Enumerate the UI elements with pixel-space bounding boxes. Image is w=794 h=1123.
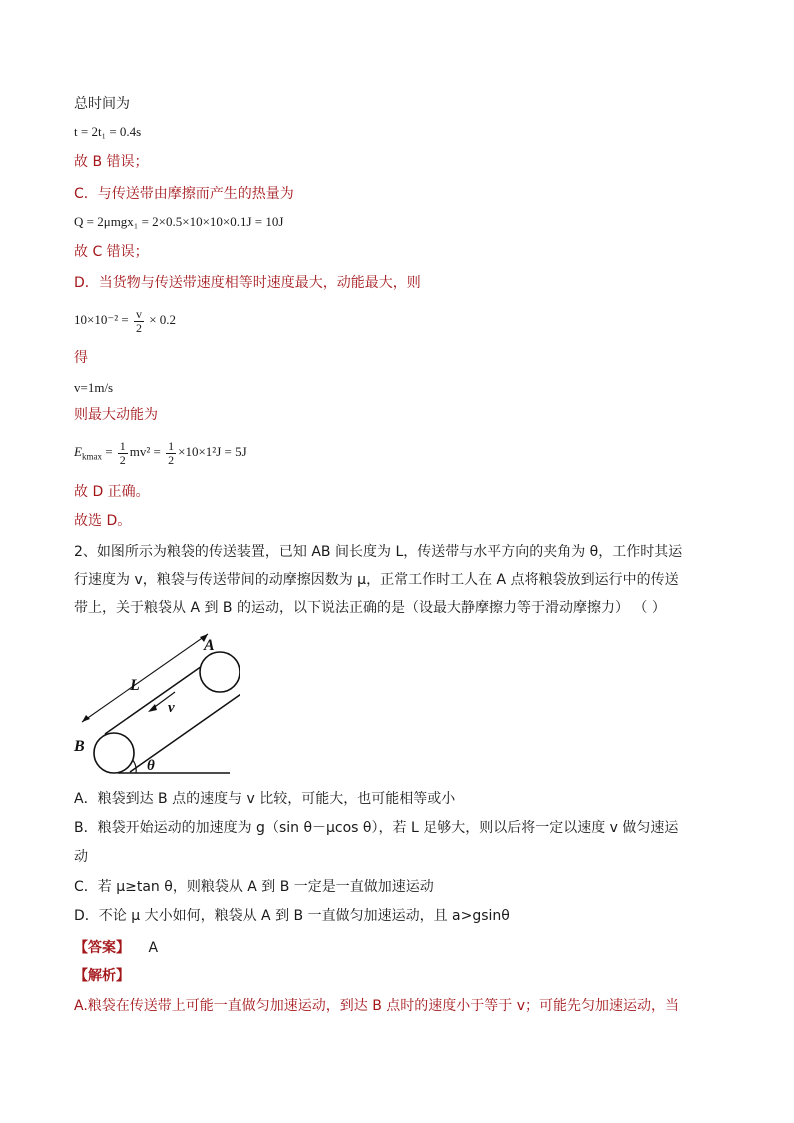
ek-middle: mv² = — [129, 444, 161, 459]
length-arrowhead-b — [82, 715, 90, 722]
option-d: D．不论 μ 大小如何，粮袋从 A 到 B 一直做匀加速运动，且 a>gsinθ — [74, 908, 510, 924]
d-correct-conclusion: 故 D 正确。 — [74, 484, 150, 500]
conveyor-belt-diagram — [70, 628, 240, 778]
label-b: B — [74, 738, 85, 755]
c-wrong-conclusion: 故 C 错误； — [74, 244, 149, 260]
ek-symbol: E — [74, 444, 82, 459]
kinetic-energy-equation — [74, 438, 247, 471]
label-theta: θ — [147, 758, 155, 774]
ek-fraction-2 — [166, 440, 176, 467]
question-line-1: 2、如图所示为粮袋的传送装置，已知 AB 间长度为 L，传送带与水平方向的夹角为 θ，工作时其运 — [74, 544, 683, 560]
length-dimension-line — [82, 634, 208, 722]
question-2-stem — [74, 538, 722, 622]
eq1-fraction — [134, 308, 144, 335]
analysis-label: 【解析】 — [74, 968, 130, 984]
option-b-line-1: B．粮袋开始运动的加速度为 g（sin θ－μcos θ），若 L 足够大，则以后将一定以速度 v 做匀速运 — [74, 820, 679, 836]
b-wrong-conclusion: 故 B 错误； — [74, 154, 149, 170]
ek-equals: = — [101, 444, 113, 459]
eq1-numerator: v — [135, 306, 142, 321]
option-b-line-2: 动 — [74, 849, 88, 865]
ek-right: ×10×1²J = 5J — [178, 444, 247, 459]
displacement-equation — [74, 306, 176, 335]
eq1-denominator: 2 — [135, 320, 142, 335]
answer-label: 【答案】 — [74, 940, 130, 956]
option-a: A．粮袋到达 B 点的速度与 v 比较，可能大，也可能相等或小 — [74, 791, 456, 807]
c-heading: C．与传送带由摩擦而产生的热量为 — [74, 186, 294, 202]
label-l: L — [130, 677, 140, 694]
ek-subscript: kmax — [81, 451, 102, 462]
total-time-label: 总时间为 — [74, 96, 130, 112]
label-a: A — [204, 637, 215, 654]
question-line-2: 行速度为 v，粮袋与传送带间的动摩擦因数为 μ，正常工作时工人在 A 点将粮袋放到运行中的传送 — [74, 572, 679, 588]
max-ke-label: 则最大动能为 — [74, 407, 158, 423]
ek-frac2-denominator: 2 — [168, 452, 175, 467]
final-choice: 故选 D。 — [74, 513, 132, 529]
pulley-b — [94, 733, 134, 773]
velocity-result: v=1m/s — [74, 380, 114, 395]
ek-fraction-1 — [118, 440, 128, 467]
answer-value: A — [148, 940, 159, 956]
de-word: 得 — [74, 350, 88, 366]
answer-row — [74, 938, 158, 958]
ek-frac1-numerator: 1 — [119, 438, 126, 453]
eq1-right: × 0.2 — [149, 312, 177, 327]
question-line-3: 带上，关于粮袋从 A 到 B 的运动，以下说法正确的是（设最大静摩擦力等于滑动摩擦力） （ ） — [74, 600, 666, 616]
analysis-text: A.粮袋在传送带上可能一直做匀加速运动，到达 B 点时的速度小于等于 v；可能先匀加速运动，当 — [74, 998, 680, 1014]
time-equation: t = 2t₁ = 0.4s — [74, 124, 142, 139]
d-heading: D．当货物与传送带速度相等时速度最大，动能最大，则 — [74, 275, 421, 291]
ek-frac1-denominator: 2 — [119, 452, 126, 467]
heat-equation: Q = 2μmgx₁ = 2×0.5×10×10×0.1J = 10J — [74, 214, 284, 229]
pulley-a — [200, 652, 240, 692]
ek-frac2-numerator: 1 — [168, 438, 175, 453]
option-c: C．若 μ≥tan θ，则粮袋从 A 到 B 一定是一直做加速运动 — [74, 879, 434, 895]
velocity-arrowhead — [148, 704, 157, 712]
label-v: v — [168, 700, 175, 716]
eq1-left: 10×10⁻² = — [74, 312, 129, 327]
